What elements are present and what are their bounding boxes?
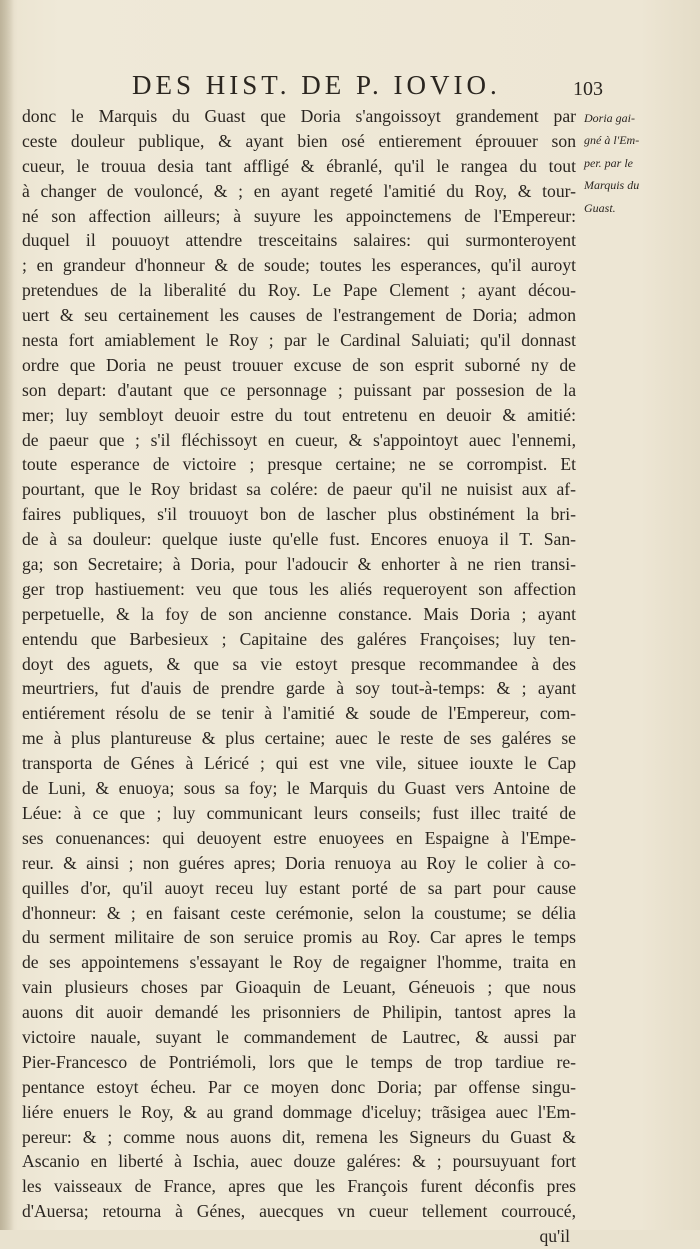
text-line: de à sa douleur: quelque iuste qu'elle fust. Encores enuoya il T. San-	[22, 529, 576, 550]
text-line: faires publiques, s'il trouuoyt bon de lascher plus obstinément la bri-	[22, 504, 576, 525]
text-line: ceste douleur publique, & ayant bien osé entierement éprouuer son	[22, 130, 576, 151]
text-line: victoire nauale, suyant le commandement de Lautrec, & aussi par	[22, 1026, 576, 1047]
text-line: ; en grandeur d'honneur & de soude; toutes les esperances, qu'il auroyt	[22, 255, 576, 276]
text-line: toute esperance de victoire ; presque certaine; ne se corrompist. Et	[22, 454, 576, 475]
text-line: Pier-Francesco de Pontriémoli, lors que le temps de trop tardiue re-	[22, 1051, 576, 1072]
text-line: duquel il pouuoyt attendre tresceitains salaires: qui surmonteroyent	[22, 230, 576, 251]
text-line: quilles d'or, qu'il auoyt receu luy estant porté de sa part pour cause	[22, 877, 576, 898]
margin-note-line: Marquis du	[584, 178, 640, 193]
text-line: les vaisseaux de France, apres que les François furent déconfis pres	[22, 1176, 576, 1197]
text-line: du serment militaire de son seruice promis au Roy. Car apres le temps	[22, 927, 576, 948]
margin-note-line: Doria gai-	[584, 111, 635, 125]
margin-note-line: Guast.	[584, 200, 616, 215]
text-line: nesta fort amiablement le Roy ; par le Cardinal Saluiati; qu'il donnast	[22, 330, 576, 351]
text-line: liére enuers le Roy, & au grand dommage d'iceluy; trãsigea auec l'Em-	[22, 1101, 576, 1122]
text-line: d'honneur: & ; en faisant ceste cerémonie, selon la coustume; se délia	[22, 902, 576, 923]
text-line: ordre que Doria ne peust trouuer excuse de son esprit suborné ny de	[22, 354, 576, 375]
text-line: perpetuelle, & la foy de son ancienne constance. Mais Doria ; ayant	[22, 603, 576, 624]
text-line: ga; son Secretaire; à Doria, pour l'adoucir & enhorter à ne rien transi-	[22, 554, 576, 575]
text-line: uert & seu certainement les causes de l'estrangement de Doria; admon	[22, 305, 576, 326]
text-line: doyt des aguets, & que sa vie estoyt presque recommandee à des	[22, 653, 576, 674]
text-line: de Luni, & enuoya; sous sa foy; le Marquis du Guast vers Antoine de	[22, 778, 576, 799]
text-line: transporta de Génes à Léricé ; qui est vne vile, situee iouxte le Cap	[22, 753, 576, 774]
text-line: pentance estoyt écheu. Par ce moyen donc Doria; par offense singu-	[22, 1076, 576, 1097]
text-line: Léue: à ce que ; luy communicant leurs conseils; fust illec traité de	[22, 802, 576, 823]
margin-note-line: per. par le	[584, 155, 633, 170]
text-line: ger trop hastiuement: veu que tous les aliés requeroyent son affection	[22, 578, 576, 599]
page-number: 103	[573, 78, 603, 100]
text-line: pourtant, que le Roy bridast sa colére: de paeur qu'il ne nuisist aux af-	[22, 479, 576, 500]
running-head: DES HIST. DE P. IOVIO.	[132, 70, 501, 100]
body-text	[22, 104, 576, 1249]
margin-note-line: gné à l'Em-	[584, 133, 640, 148]
text-line: reur. & ainsi ; non guéres apres; Doria renuoya au Roy le colier à co-	[22, 852, 576, 873]
text-line: vain plusieurs choses par Gioaquin de Leuant, Géneuois ; que nous	[22, 977, 576, 998]
text-line: entendu que Barbesieux ; Capitaine des galéres Françoises; luy ten-	[22, 628, 576, 649]
text-line: de paeur que ; s'il fléchissoyt en cueur, & s'appointoyt auec l'ennemi,	[22, 429, 576, 450]
text-line: son depart: d'autant que ce personnage ; puissant par possesion de la	[22, 379, 576, 400]
text-line: à changer de vouloncé, & ; en ayant regeté l'amitié du Roy, & tour-	[22, 180, 576, 201]
text-line: entiérement résolu de se tenir à l'amitié & soude de l'Empereur, com-	[22, 703, 576, 724]
margin-note	[584, 107, 694, 219]
page-gutter-shadow	[0, 0, 14, 1230]
text-line: qu'il	[539, 1226, 570, 1247]
text-line: pretendues de la liberalité du Roy. Le Pape Clement ; ayant décou-	[22, 280, 576, 301]
text-line: ses conuenances: qui deuoyent estre enuoyees en Espaigne à l'Empe-	[22, 827, 576, 848]
text-line: de ses appointemens s'essayant le Roy de regaigner l'homme, traita en	[22, 952, 576, 973]
text-line: donc le Marquis du Guast que Doria s'angoissoyt grandement par	[22, 106, 576, 126]
text-line: Ascanio en liberté à Ischia, auec douze galéres: & ; poursuyuant fort	[22, 1151, 576, 1172]
text-line: né son affection ailleurs; à suyure les appoinctemens de l'Empereur:	[22, 205, 576, 226]
text-line: d'Auersa; retourna à Génes, auecques vn cueur tellement courroucé,	[22, 1201, 576, 1222]
text-line: cueur, le trouua desia tant affligé & ébranlé, qu'il le rangea du tout	[22, 155, 576, 176]
text-line: mer; luy sembloyt deuoir estre du tout entretenu en deuoir & amitié:	[22, 404, 576, 425]
text-line: pereur: & ; comme nous auons dit, remena les Signeurs du Guast &	[22, 1126, 576, 1147]
text-line: meurtriers, fut d'auis de prendre garde à soy tout-à-temps: & ; ayant	[22, 678, 576, 699]
text-line: me à plus plantureuse & plus certaine; auec le reste de ses galéres se	[22, 728, 576, 749]
text-line: auons dit auoir demandé les prisonniers de Philipin, tantost apres la	[22, 1002, 576, 1023]
